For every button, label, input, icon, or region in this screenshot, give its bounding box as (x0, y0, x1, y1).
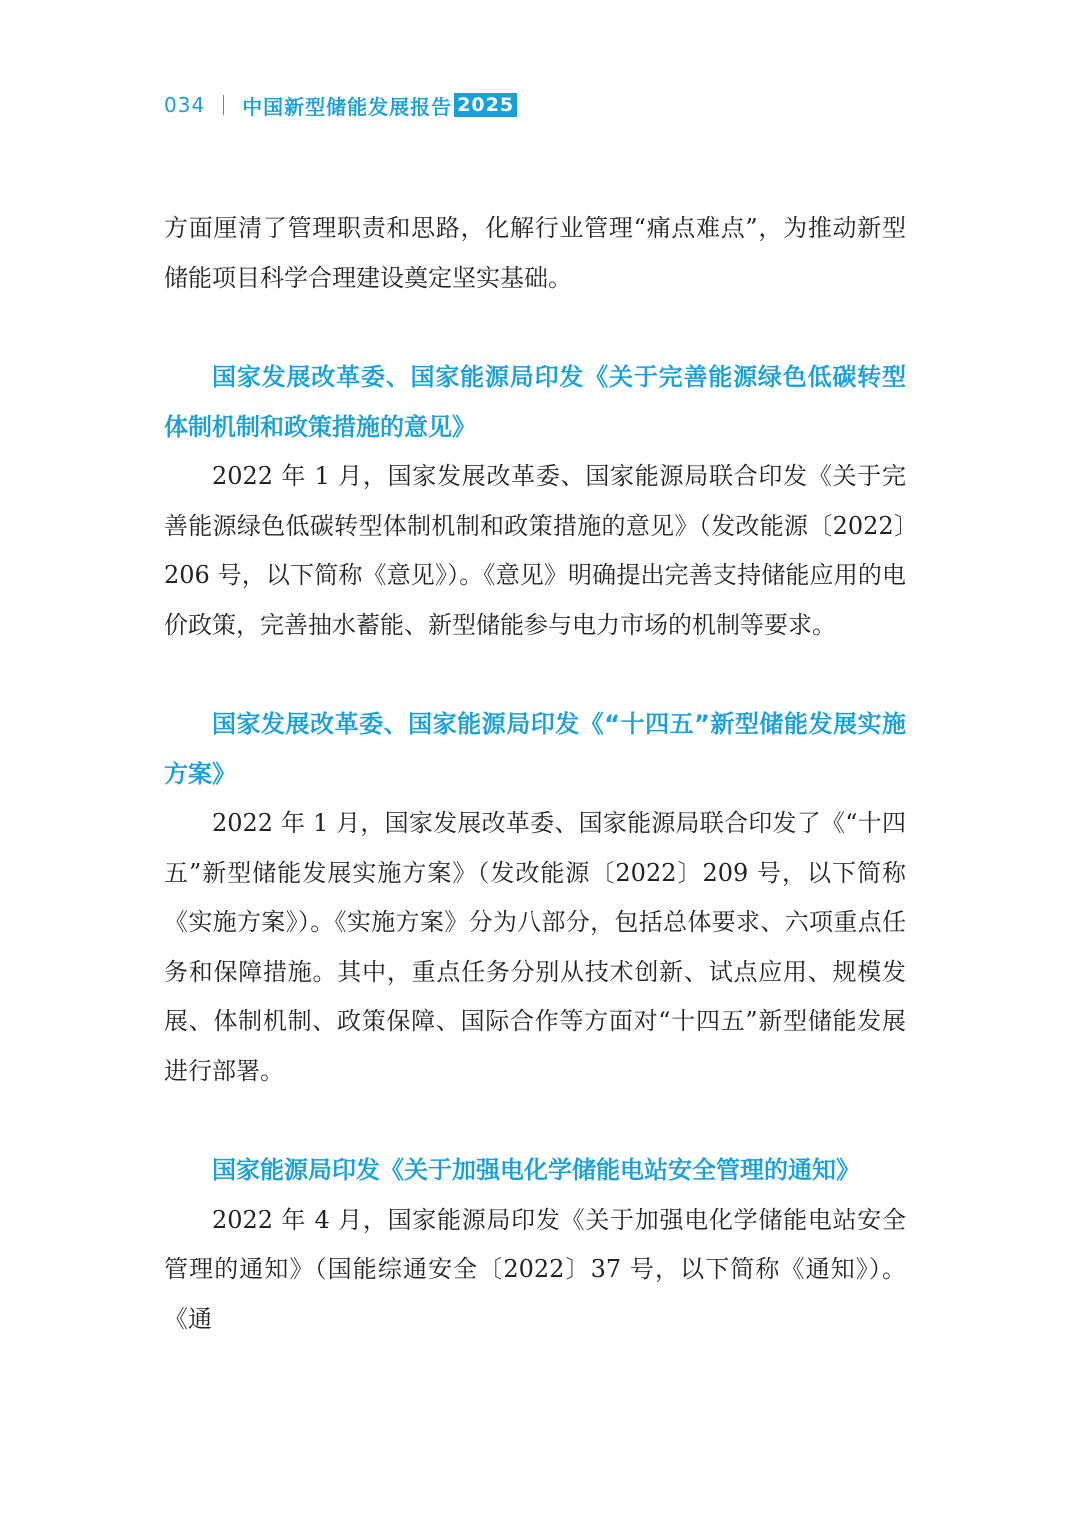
section-paragraph: 2022 年 1 月，国家发展改革委、国家能源局联合印发了《“十四五”新型储能发展实施方案》（发改能源〔2022〕209 号，以下简称《实施方案》）。《实施方案》分为八部分，包括总体要求、六项重点任务和保障措施。其中，重点任务分别从技术创新、试点应用、规模发展、体制机制、政策保障、国际合作等方面对“十四五”新型储能发展进行部署。 (164, 809, 906, 1085)
header-divider (223, 95, 224, 115)
section-heading: 国家发展改革委、国家能源局印发《“十四五”新型储能发展实施方案》 (164, 710, 906, 788)
section-gap (164, 1096, 906, 1146)
section-heading: 国家发展改革委、国家能源局印发《关于完善能源绿色低碳转型体制机制和政策措施的意见》 (164, 363, 906, 441)
report-title (242, 91, 517, 120)
report-title-text: 中国新型储能发展报告 (242, 94, 453, 119)
section-paragraph: 2022 年 4 月，国家能源局印发《关于加强电化学储能电站安全管理的通知》（国能综通安全〔2022〕37 号，以下简称《通知》）。《通 (164, 1205, 906, 1333)
section-gap (164, 650, 906, 700)
page-number: 034 (164, 93, 206, 117)
intro-paragraph: 方面厘清了管理职责和思路，化解行业管理“痛点难点”，为推动新型储能项目科学合理建设奠定坚实基础。 (164, 214, 906, 292)
section-gap (164, 303, 906, 353)
section-paragraph: 2022 年 1 月，国家发展改革委、国家能源局联合印发《关于完善能源绿色低碳转型体制机制和政策措施的意见》（发改能源〔2022〕206 号，以下简称《意见》）。《意见》明确提出完善支持储能应用的电价政策，完善抽水蓄能、新型储能参与电力市场的机制等要求。 (164, 462, 906, 639)
page-header (164, 88, 517, 122)
report-year-badge: 2025 (454, 93, 517, 117)
page-body (164, 204, 906, 1344)
section-heading: 国家能源局印发《关于加强电化学储能电站安全管理的通知》 (212, 1156, 860, 1184)
